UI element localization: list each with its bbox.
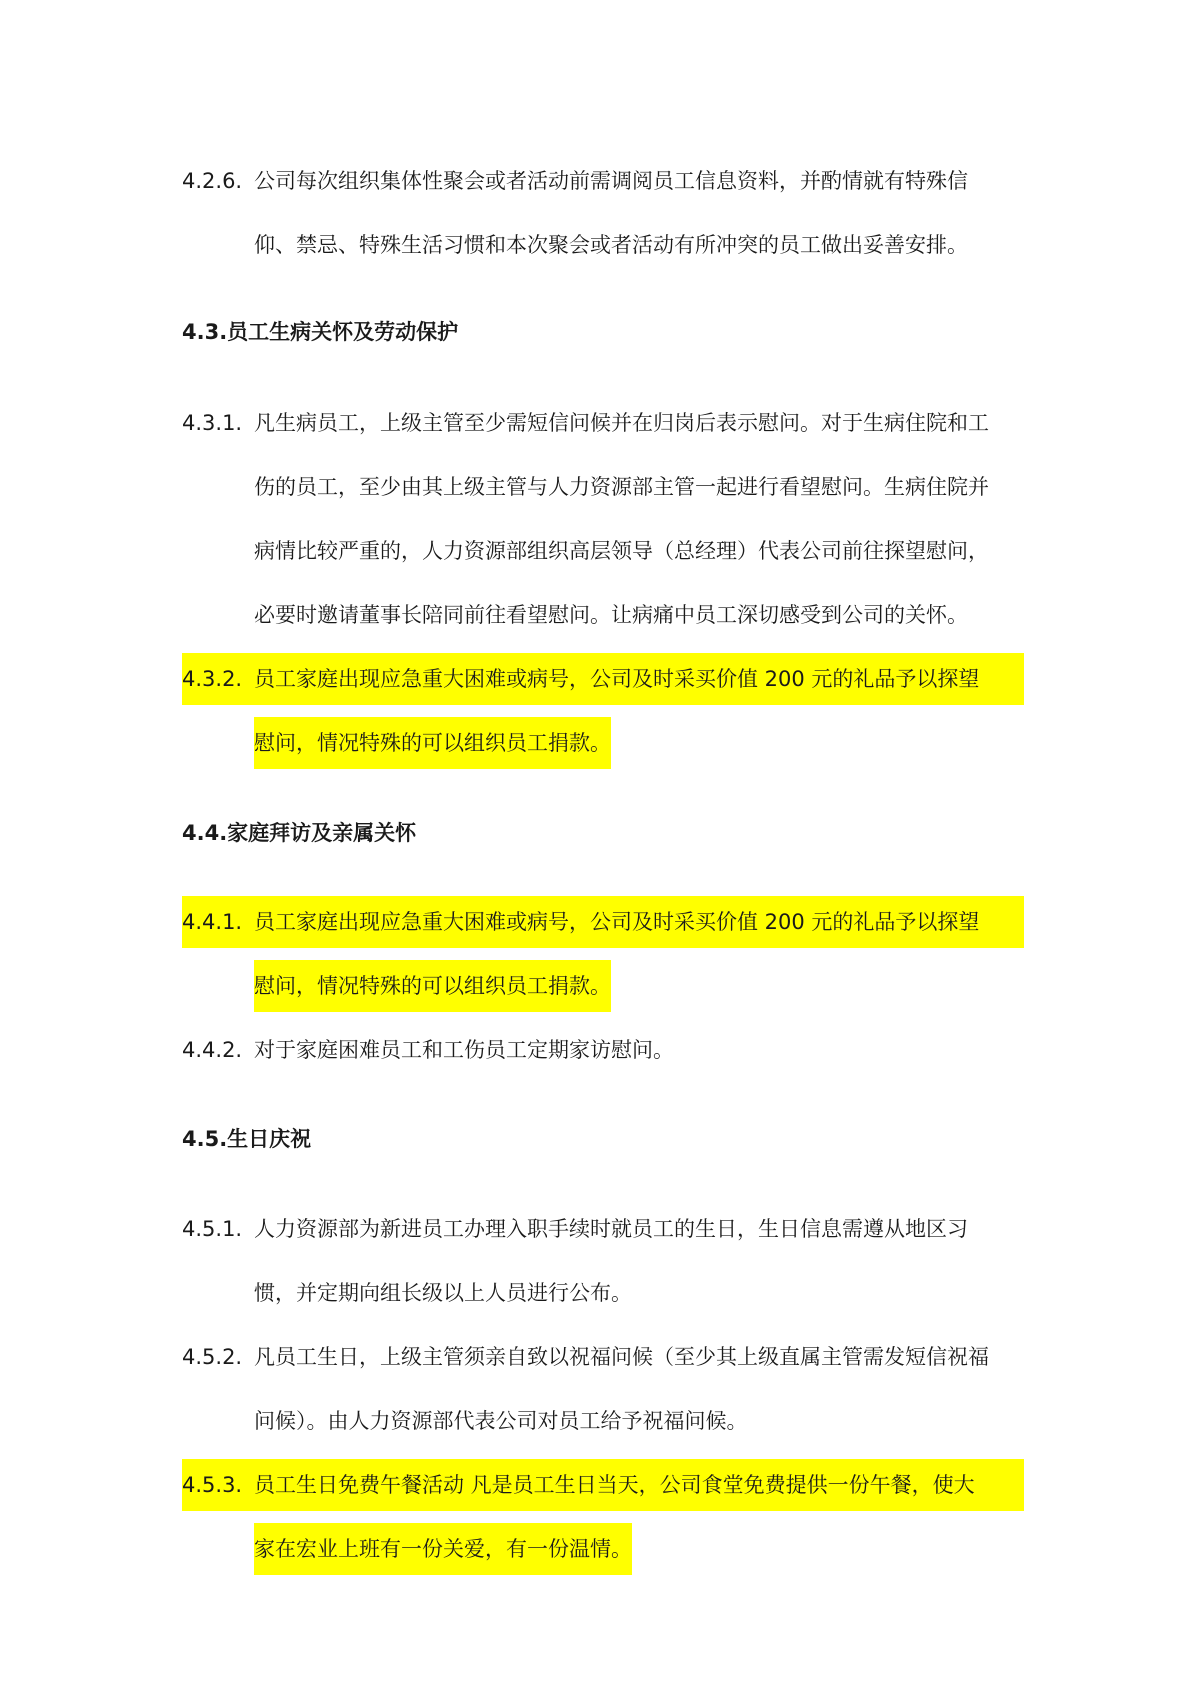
clause-text-line: 仰、禁忌、特殊生活习惯和本次聚会或者活动有所冲突的员工做出妥善安排。 (254, 233, 968, 257)
section-heading-4-3: 4.3.员工生病关怀及劳动保护 (182, 320, 459, 344)
clause-text-line: 慰问，情况特殊的可以组织员工捐款。 (254, 960, 611, 1012)
clause-text-line: 慰问，情况特殊的可以组织员工捐款。 (254, 717, 611, 769)
clause-number: 4.5.3. (182, 1473, 243, 1497)
clause-text-line: 人力资源部为新进员工办理入职手续时就员工的生日，生日信息需遵从地区习 (254, 1217, 968, 1241)
clause-number: 4.4.1. (182, 910, 243, 934)
clause-number: 4.4.2. (182, 1038, 243, 1062)
clause-text-line: 病情比较严重的，人力资源部组织高层领导（总经理）代表公司前往探望慰问， (254, 539, 989, 563)
section-heading-4-4: 4.4.家庭拜访及亲属关怀 (182, 821, 417, 845)
clause-text-line: 凡员工生日，上级主管须亲自致以祝福问候（至少其上级直属主管需发短信祝福 (254, 1345, 989, 1369)
clause-text-line: 必要时邀请董事长陪同前往看望慰问。让病痛中员工深切感受到公司的关怀。 (254, 603, 968, 627)
clause-text-line: 问候）。由人力资源部代表公司对员工给予祝福问候。 (254, 1409, 748, 1433)
section-heading-4-5: 4.5.生日庆祝 (182, 1127, 312, 1151)
clause-text-line: 员工家庭出现应急重大困难或病号，公司及时采买价值 200 元的礼品予以探望 (254, 667, 980, 691)
clause-number: 4.3.2. (182, 667, 243, 691)
clause-number: 4.5.1. (182, 1217, 243, 1241)
clause-number: 4.5.2. (182, 1345, 243, 1369)
clause-text-line: 员工家庭出现应急重大困难或病号，公司及时采买价值 200 元的礼品予以探望 (254, 910, 980, 934)
clause-text-line: 凡生病员工，上级主管至少需短信问候并在归岗后表示慰问。对于生病住院和工 (254, 411, 989, 435)
clause-text-line: 惯，并定期向组长级以上人员进行公布。 (254, 1281, 632, 1305)
clause-number: 4.3.1. (182, 411, 243, 435)
clause-text-line: 公司每次组织集体性聚会或者活动前需调阅员工信息资料，并酌情就有特殊信 (254, 169, 968, 193)
clause-number: 4.2.6. (182, 169, 243, 193)
clause-text-line: 员工生日免费午餐活动 凡是员工生日当天，公司食堂免费提供一份午餐，使大 (254, 1473, 975, 1497)
clause-text-line: 对于家庭困难员工和工伤员工定期家访慰问。 (254, 1038, 674, 1062)
clause-text-line: 家在宏业上班有一份关爱，有一份温情。 (254, 1523, 632, 1575)
clause-text-line: 伤的员工，至少由其上级主管与人力资源部主管一起进行看望慰问。生病住院并 (254, 475, 989, 499)
